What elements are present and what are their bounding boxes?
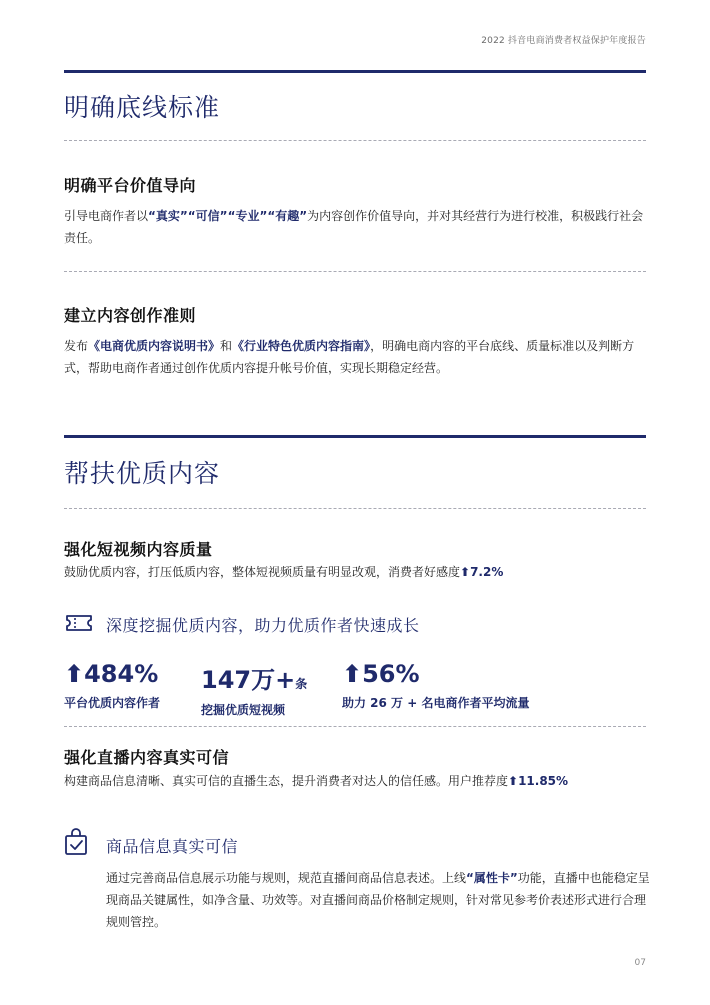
paragraph-text: 引导电商作者以 [64,209,149,223]
paragraph-text: ，明确电商内容的平台底线、质量标准以及判断方式，帮助电商作者通过创作优质内容提升帐号价值，实现长期稳定经营。 [64,339,635,375]
page-number: 07 [634,958,646,968]
section-title-support-quality-content: 帮扶优质内容 [64,459,221,488]
checked-bag-icon [64,828,88,856]
section-title-baseline-standards: 明确底线标准 [64,93,221,122]
heading-platform-value-orientation: 明确平台价值导向 [64,176,197,195]
paragraph-platform-value-orientation [64,205,654,249]
highlight-professional: “专业” [227,209,268,223]
dashed-divider [64,140,646,141]
dashed-divider [64,271,646,272]
dashed-divider [64,726,646,727]
paragraph-text: 和 [220,339,233,353]
paragraph-text: 通过完善商品信息展示功能与规则，规范直播间商品信息表述。上线 [106,871,467,885]
stat-unit: 条 [295,677,308,691]
paragraph-content-creation-rules [64,335,654,379]
paragraph-text: 构建商品信息清晰、真实可信的直播生态，提升消费者对达人的信任感。用户推荐度 [64,774,509,788]
highlight-attribute-card: “属性卡” [466,871,518,885]
heading-live-stream-credibility: 强化直播内容真实可信 [64,748,230,767]
subsection-title-product-info: 商品信息真实可信 [106,837,239,856]
metric-value: 11.85% [518,774,569,788]
paragraph-text: 功能，直播中也能稳定呈现商品关键属性，如净含量、功效等。对直播间商品价格制定规则，针对常见参考价表述形式进行合理规则管控。 [106,871,650,929]
stat-quality-short-videos [201,660,307,718]
ticket-icon [64,612,94,634]
stat-label: 助力 26 万 + 名电商作者平均流量 [342,696,530,710]
arrow-up-icon: ⬆ [508,774,519,788]
metric-value: 7.2% [470,565,504,579]
report-header-title: 2022 抖音电商消费者权益保护年度报告 [481,36,646,46]
paragraph-text: 发布 [64,339,89,353]
arrow-up-icon: ⬆ [460,565,471,579]
stat-label: 挖掘优质短视频 [201,703,286,717]
arrow-up-icon: ⬆ [342,660,363,688]
paragraph-live-stream-credibility [64,770,654,792]
metric-recommendation [508,774,568,788]
highlight-interesting: “有趣” [267,209,308,223]
stat-value: 56% [362,660,420,688]
paragraph-text: 为内容创作价值导向，并对其经营行为进行校准，积极践行社会责任。 [64,209,644,245]
metric-favorability [460,565,503,579]
section-rule [64,435,646,438]
highlight-real: “真实” [148,209,188,223]
dashed-divider [64,508,646,509]
highlight-book-quality-content: 《电商优质内容说明书》 [88,339,221,353]
subsection-title-deep-mining: 深度挖掘优质内容，助力优质作者快速成长 [106,616,420,635]
paragraph-short-video-quality [64,561,654,583]
arrow-up-icon: ⬆ [64,660,85,688]
stat-author-traffic [342,660,529,711]
highlight-book-industry-guide: 《行业特色优质内容指南》 [232,339,371,353]
paragraph-text: 鼓励优质内容，打压低质内容，整体短视频质量有明显改观，消费者好感度 [64,565,461,579]
paragraph-product-info [106,867,656,933]
stat-value: 484% [84,660,159,688]
section-rule [64,70,646,73]
highlight-credible: “可信” [187,209,228,223]
heading-short-video-quality: 强化短视频内容质量 [64,540,213,559]
heading-content-creation-rules: 建立内容创作准则 [64,306,197,325]
stat-value: 147万+ [201,666,296,694]
stat-label: 平台优质内容作者 [64,696,161,710]
stat-quality-authors [64,660,160,711]
